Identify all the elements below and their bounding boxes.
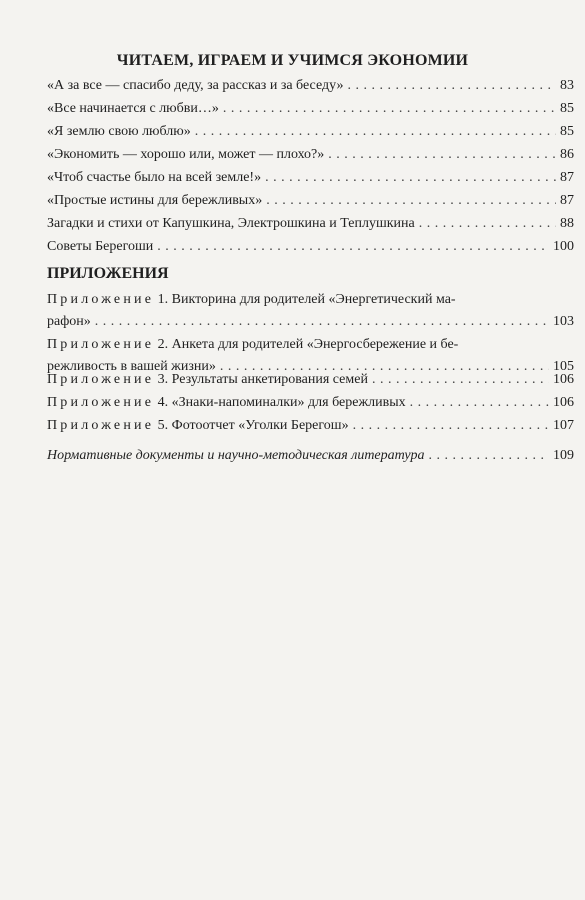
appendix-label: Приложение [47, 395, 155, 410]
appendix-label: Приложение [47, 418, 155, 433]
toc-entry [47, 237, 574, 257]
leader-dots [266, 191, 556, 211]
toc-entry-page: 87 [560, 193, 574, 208]
appendix-page: 105 [553, 359, 574, 374]
toc-entry-title: «Экономить — хорошо или, может — плохо?» [47, 147, 325, 162]
appendix-title-line2: режливость в вашей жизни» [47, 359, 216, 374]
appendix-page: 106 [553, 395, 574, 410]
toc-entry-page: 100 [553, 239, 574, 254]
appendix-entry [47, 370, 574, 390]
appendix-page: 103 [553, 314, 574, 329]
section-title: ЧИТАЕМ, ИГРАЕМ И УЧИМСЯ ЭКОНОМИИ [116, 52, 469, 69]
toc-entry-page: 87 [560, 170, 574, 185]
toc-entry-title: Советы Берегоши [47, 239, 154, 254]
leader-dots [95, 312, 549, 332]
leader-dots [372, 370, 549, 390]
appendix-title-line2: рафон» [47, 314, 91, 329]
appendix-entry [47, 416, 574, 436]
appendix-entry [47, 393, 574, 413]
toc-entry-page: 85 [560, 124, 574, 139]
leader-dots [419, 214, 556, 234]
appendix-entry [47, 290, 574, 332]
toc-entry-title: «Все начинается с любви…» [47, 101, 219, 116]
appendix-label: Приложение [47, 372, 155, 387]
toc-entry [47, 214, 574, 234]
toc-entry [47, 168, 574, 188]
toc-entry [47, 145, 574, 165]
toc-entry-title: «А за все — спасибо деду, за рассказ и за беседу» [47, 78, 344, 93]
toc-entry [47, 122, 574, 142]
appendix-title-line1: 2. Анкета для родителей «Энергосбережение и бе- [157, 337, 459, 352]
appendix-heading: ПРИЛОЖЕНИЯ [47, 265, 169, 282]
toc-entry [47, 99, 574, 119]
literature-entry [47, 446, 574, 466]
leader-dots [157, 237, 549, 257]
appendix-label: Приложение [47, 337, 155, 352]
leader-dots [265, 168, 556, 188]
appendix-page: 107 [553, 418, 574, 433]
literature-page: 109 [553, 448, 574, 463]
leader-dots [353, 416, 549, 436]
toc-entry-page: 86 [560, 147, 574, 162]
leader-dots [328, 145, 556, 165]
appendix-title-line1: 1. Викторина для родителей «Энергетический ма- [157, 292, 456, 307]
appendix-title: 4. «Знаки-напоминалки» для бережливых [157, 395, 406, 410]
toc-entry-page: 85 [560, 101, 574, 116]
toc-entry-title: Загадки и стихи от Капушкина, Электрошкина и Теплушкина [47, 216, 415, 231]
appendix-title: 5. Фотоотчет «Уголки Берегош» [157, 418, 349, 433]
toc-entry-title: «Чтоб счастье было на всей земле!» [47, 170, 262, 185]
toc-entry-title: «Я землю свою люблю» [47, 124, 191, 139]
appendix-label: Приложение [47, 292, 155, 307]
toc-entry [47, 191, 574, 211]
toc-entry-page: 88 [560, 216, 574, 231]
leader-dots [195, 122, 556, 142]
leader-dots [410, 393, 549, 413]
literature-title: Нормативные документы и научно-методическая литература [47, 448, 425, 463]
appendix-title: 3. Результаты анкетирования семей [157, 372, 368, 387]
leader-dots [428, 446, 549, 466]
toc-entry [47, 76, 574, 96]
toc-entry-title: «Простые истины для бережливых» [47, 193, 263, 208]
appendix-page: 106 [553, 372, 574, 387]
leader-dots [223, 99, 556, 119]
leader-dots [347, 76, 556, 96]
toc-entry-page: 83 [560, 78, 574, 93]
